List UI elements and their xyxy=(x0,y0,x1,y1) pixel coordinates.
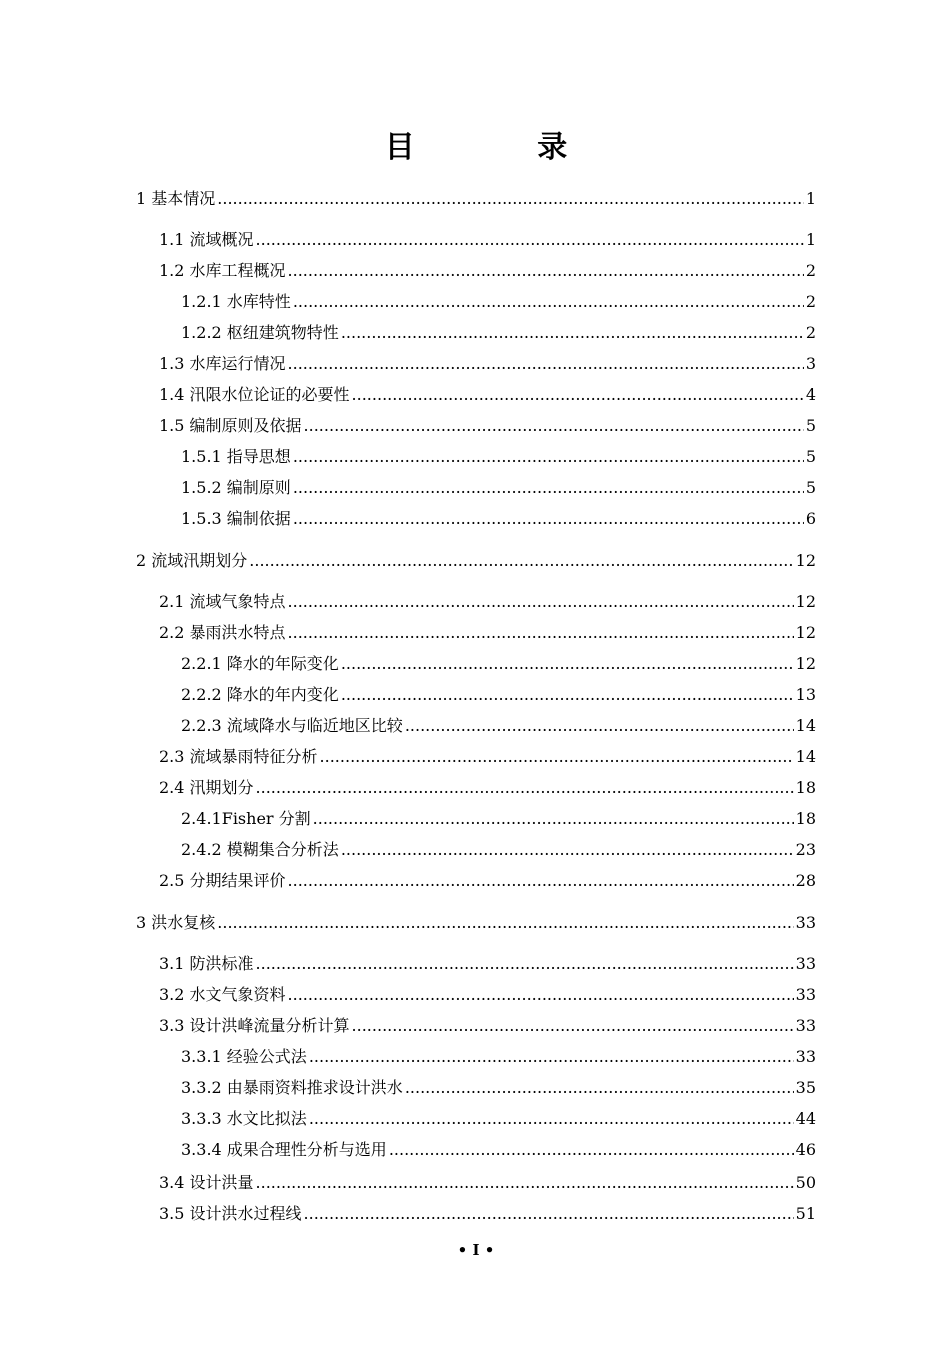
toc-dot-leader xyxy=(341,322,804,344)
toc-dot-leader xyxy=(293,446,804,468)
toc-entry[interactable] xyxy=(181,1077,816,1099)
toc-entry-page: 28 xyxy=(795,871,816,890)
toc-entry-page: 18 xyxy=(795,778,816,797)
toc-dot-leader xyxy=(293,477,804,499)
toc-entry[interactable] xyxy=(159,777,816,799)
toc-entry-page: 51 xyxy=(795,1204,816,1223)
toc-entry-page: 12 xyxy=(795,654,816,673)
toc-entry[interactable] xyxy=(159,1203,816,1225)
toc-entry-page: 5 xyxy=(805,447,816,466)
toc-dot-leader xyxy=(341,684,794,706)
toc-entry-label: 1.3 水库运行情况 xyxy=(159,354,286,373)
toc-dot-leader xyxy=(217,188,804,210)
toc-entry[interactable] xyxy=(159,746,816,768)
toc-entry-label: 1.5.2 编制原则 xyxy=(181,478,291,497)
toc-dot-leader xyxy=(256,1172,794,1194)
toc-entry[interactable] xyxy=(181,684,816,706)
toc-entry-label: 3.3 设计洪峰流量分析计算 xyxy=(159,1016,350,1035)
toc-entry-page: 23 xyxy=(795,840,816,859)
toc-entry[interactable] xyxy=(181,508,816,530)
toc-entry-label: 2.2.1 降水的年际变化 xyxy=(181,654,339,673)
toc-entry-page: 14 xyxy=(795,716,816,735)
toc-entry-label: 2.5 分期结果评价 xyxy=(159,871,286,890)
toc-dot-leader xyxy=(341,839,794,861)
toc-entry-label: 1.2 水库工程概况 xyxy=(159,261,286,280)
toc-entry-page: 33 xyxy=(795,1016,816,1035)
toc-dot-leader xyxy=(288,622,794,644)
toc-entry[interactable] xyxy=(181,808,816,830)
toc-entry[interactable] xyxy=(181,1046,816,1068)
toc-entry-page: 46 xyxy=(795,1140,816,1159)
toc-entry-page: 1 xyxy=(805,189,816,208)
toc-entry-page: 5 xyxy=(805,416,816,435)
toc-dot-leader xyxy=(288,591,794,613)
toc-entry-label: 2.3 流域暴雨特征分析 xyxy=(159,747,318,766)
toc-entry-label: 1.5.1 指导思想 xyxy=(181,447,291,466)
toc-dot-leader xyxy=(249,550,793,572)
toc-entry-page: 2 xyxy=(805,292,816,311)
toc-dot-leader xyxy=(309,1046,794,1068)
toc-entry-page: 1 xyxy=(805,230,816,249)
toc-entry[interactable] xyxy=(159,384,816,406)
toc-entry-label: 3.3.4 成果合理性分析与选用 xyxy=(181,1140,387,1159)
toc-dot-leader xyxy=(304,415,804,437)
toc-dot-leader xyxy=(352,384,804,406)
toc-dot-leader xyxy=(288,870,794,892)
toc-entry-page: 12 xyxy=(795,623,816,642)
toc-entry[interactable] xyxy=(159,353,816,375)
toc-entry-page: 4 xyxy=(805,385,816,404)
toc-entry-page: 33 xyxy=(795,913,816,932)
toc-entry[interactable] xyxy=(159,622,816,644)
toc-dot-leader xyxy=(405,1077,794,1099)
toc-entry-label: 1.5.3 编制依据 xyxy=(181,509,291,528)
toc-entry-page: 2 xyxy=(805,261,816,280)
toc-dot-leader xyxy=(217,912,793,934)
toc-entry-label: 3.3.2 由暴雨资料推求设计洪水 xyxy=(181,1078,403,1097)
toc-dot-leader xyxy=(256,229,804,251)
toc-entry-label: 1.2.1 水库特性 xyxy=(181,292,291,311)
page-title: 目 录 xyxy=(384,130,624,165)
toc-entry-label: 2 流域汛期划分 xyxy=(136,551,248,570)
toc-entry-label: 3.5 设计洪水过程线 xyxy=(159,1204,302,1223)
toc-entry-label: 2.4.2 模糊集合分析法 xyxy=(181,840,339,859)
toc-entry[interactable] xyxy=(159,415,816,437)
toc-dot-leader xyxy=(288,260,804,282)
toc-entry[interactable] xyxy=(181,839,816,861)
toc-dot-leader xyxy=(256,777,794,799)
toc-entry-page: 33 xyxy=(795,1047,816,1066)
toc-entry[interactable] xyxy=(181,653,816,675)
toc-entry[interactable] xyxy=(159,984,816,1006)
toc-entry-label: 2.4 汛期划分 xyxy=(159,778,254,797)
toc-entry-label: 3.4 设计洪量 xyxy=(159,1173,254,1192)
toc-entry[interactable] xyxy=(181,322,816,344)
toc-dot-leader xyxy=(309,1108,794,1130)
toc-entry-label: 3.2 水文气象资料 xyxy=(159,985,286,1004)
toc-entry[interactable] xyxy=(136,188,816,210)
toc-entry-page: 33 xyxy=(795,985,816,1004)
toc-entry-label: 3.3.1 经验公式法 xyxy=(181,1047,307,1066)
toc-dot-leader xyxy=(288,353,804,375)
toc-entry-page: 35 xyxy=(795,1078,816,1097)
toc-dot-leader xyxy=(341,653,794,675)
toc-entry[interactable] xyxy=(159,591,816,613)
toc-entry[interactable] xyxy=(159,870,816,892)
toc-entry[interactable] xyxy=(159,1015,816,1037)
toc-entry[interactable] xyxy=(159,1172,816,1194)
toc-entry-page: 5 xyxy=(805,478,816,497)
toc-entry[interactable] xyxy=(136,550,816,572)
toc-dot-leader xyxy=(313,808,794,830)
toc-entry[interactable] xyxy=(159,953,816,975)
toc-entry-page: 6 xyxy=(805,509,816,528)
toc-entry-page: 13 xyxy=(795,685,816,704)
toc-entry-label: 1.4 汛限水位论证的必要性 xyxy=(159,385,350,404)
toc-entry-label: 2.2.2 降水的年内变化 xyxy=(181,685,339,704)
toc-entry[interactable] xyxy=(159,260,816,282)
toc-entry[interactable] xyxy=(159,229,816,251)
page-number: • I • xyxy=(457,1241,495,1259)
toc-entry-label: 1 基本情况 xyxy=(136,189,216,208)
toc-entry[interactable] xyxy=(181,1108,816,1130)
toc-entry-page: 44 xyxy=(795,1109,816,1128)
toc-entry-label: 1.5 编制原则及依据 xyxy=(159,416,302,435)
toc-entry-page: 18 xyxy=(795,809,816,828)
toc-entry-label: 2.2 暴雨洪水特点 xyxy=(159,623,286,642)
toc-entry-page: 14 xyxy=(795,747,816,766)
toc-dot-leader xyxy=(293,508,804,530)
toc-entry-label: 1.2.2 枢纽建筑物特性 xyxy=(181,323,339,342)
toc-entry-page: 2 xyxy=(805,323,816,342)
toc-entry[interactable] xyxy=(181,715,816,737)
toc-entry[interactable] xyxy=(181,477,816,499)
toc-entry[interactable] xyxy=(181,291,816,313)
toc-dot-leader xyxy=(288,984,794,1006)
toc-entry-page: 3 xyxy=(805,354,816,373)
toc-entry-label: 2.1 流域气象特点 xyxy=(159,592,286,611)
toc-entry-label: 3 洪水复核 xyxy=(136,913,216,932)
toc-entry-page: 33 xyxy=(795,954,816,973)
toc-entry-label: 2.2.3 流域降水与临近地区比较 xyxy=(181,716,403,735)
toc-entry-label: 1.1 流域概况 xyxy=(159,230,254,249)
toc-entry-label: 2.4.1Fisher 分割 xyxy=(181,809,311,828)
toc-dot-leader xyxy=(256,953,794,975)
toc-entry-page: 12 xyxy=(795,592,816,611)
toc-entry[interactable] xyxy=(181,446,816,468)
toc-dot-leader xyxy=(304,1203,794,1225)
toc-dot-leader xyxy=(389,1139,794,1161)
toc-entry-label: 3.3.3 水文比拟法 xyxy=(181,1109,307,1128)
toc-entry-label: 3.1 防洪标准 xyxy=(159,954,254,973)
toc-dot-leader xyxy=(405,715,794,737)
toc-entry-page: 12 xyxy=(795,551,816,570)
toc-entry[interactable] xyxy=(181,1139,816,1161)
toc-dot-leader xyxy=(352,1015,794,1037)
toc-dot-leader xyxy=(320,746,794,768)
toc-dot-leader xyxy=(293,291,804,313)
toc-entry-page: 50 xyxy=(795,1173,816,1192)
toc-entry[interactable] xyxy=(136,912,816,934)
